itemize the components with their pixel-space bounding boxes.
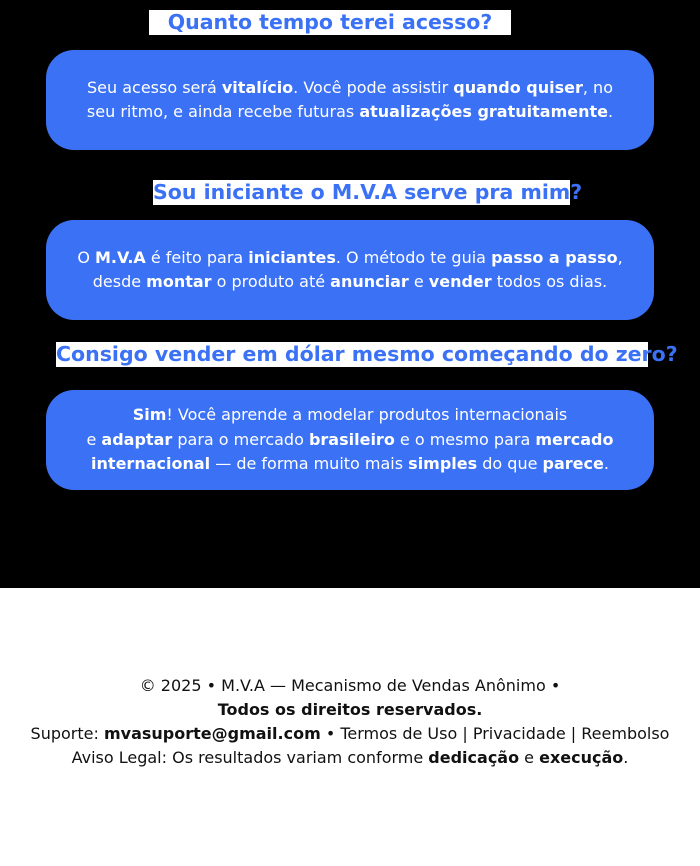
privacy-link[interactable]: Privacidade xyxy=(472,724,566,743)
footer-rights: Todos os direitos reservados. xyxy=(217,700,483,719)
faq-answer-text-1: Seu acesso será vitalício. Você pode assistir quando quiser, no seu ritmo, e ainda recebe futuras atualizações gratuitamente. xyxy=(86,77,614,121)
footer-disclaimer: Aviso Legal: Os resultados variam conforme dedicação e execução. xyxy=(71,748,629,767)
support-label: Suporte: xyxy=(30,724,104,743)
footer-copyright: © 2025 • M.V.A — Mecanismo de Vendas Anônimo • xyxy=(139,676,561,695)
faq-question-1: Quanto tempo terei acesso? xyxy=(149,10,511,35)
faq-answer-card-1 xyxy=(46,50,654,150)
refund-link[interactable]: Reembolso xyxy=(581,724,670,743)
terms-link[interactable]: Termos de Uso xyxy=(340,724,458,743)
faq-question-3: Consigo vender em dólar mesmo começando do zero? xyxy=(56,342,678,366)
footer xyxy=(0,674,700,770)
faq-question-2: Sou iniciante o M.V.A serve pra mim? xyxy=(153,180,583,204)
faq-answer-text-3: Sim! Você aprende a modelar produtos internacionais e adaptar para o mercado brasileiro e o mesmo para mercado internacional — de forma muito mais simples do que parece. xyxy=(86,405,614,474)
faq-answer-text-2: O M.V.A é feito para iniciantes. O método te guia passo a passo, desde montar o produto até anunciar e vender todos os dias. xyxy=(77,247,623,291)
support-email-link[interactable]: mvasuporte@gmail.com xyxy=(103,724,321,743)
footer-links: Suporte: mvasuporte@gmail.com • Termos de Uso | Privacidade | Reembolso xyxy=(30,724,670,743)
faq-answer-card-2 xyxy=(46,220,654,320)
faq-answer-card-3 xyxy=(46,390,654,490)
